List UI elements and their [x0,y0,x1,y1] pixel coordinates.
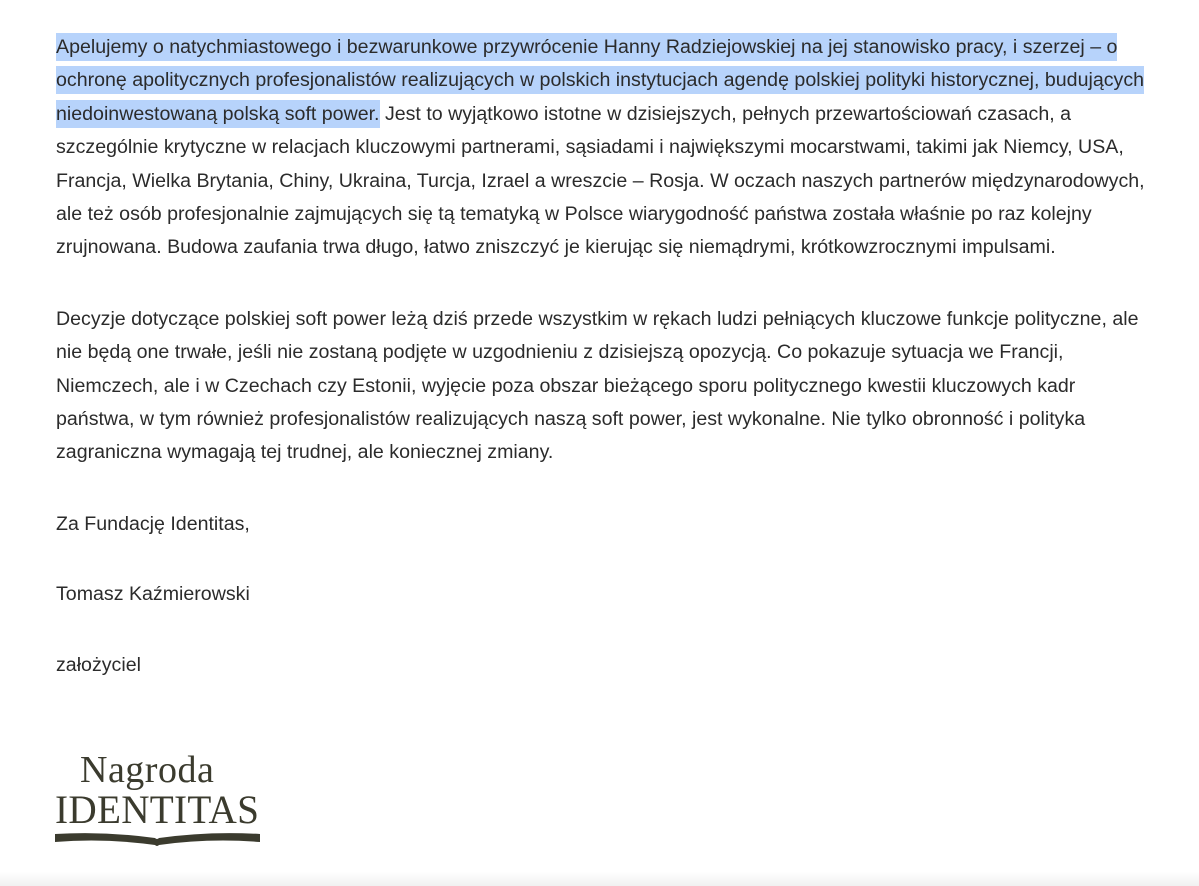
paragraph-soft-power[interactable]: Decyzje dotyczące polskiej soft power leżą dziś przede wszystkim w rękach ludzi pełniących kluczowe funkcje polityczne, ale nie będą one trwałe, jeśli nie zostaną podjęte w uzgodnieniu z dzisiejszą opozycją. Co pokazuje sytuacja we Francji, Niemczech, ale i w Czechach czy Estonii, wyjęcie poza obszar bieżącego sporu politycznego kwestii kluczowych kadr państwa, w tym również profesjonalistów realizujących naszą soft power, jest wykonalne. Nie tylko obronność i polityka zagraniczna wymagają tej trudnej, ale koniecznej zmiany. [56,307,1139,464]
signature-role: założyciel [56,653,141,676]
logo-line-nagroda: Nagroda [80,749,215,791]
identitas-logo [55,748,260,848]
paragraph-appeal[interactable] [56,31,1156,265]
paragraph-appeal-rest: Jest to wyjątkowo istotne w dzisiejszych, pełnych przewartościowań czasach, a szczególnie krytyczne w relacjach kluczowymi partnerami, sąsiadami i największymi mocarstwami, takimi jak Niemcy, USA, Francja, Wielka Brytania, Chiny, Ukraina, Turcja, Izrael a wreszcie – Rosja. W oczach naszych partnerów międzynarodowych, ale też osób profesjonalnie zajmujących się tą tematyką w Polsce wiarygodność państwa została właśnie po raz kolejny zrujnowana. Budowa zaufania trwa długo, łatwo zniszczyć je kierując się niemądrymi, krótkowzrocznymi impulsami. [56,102,1145,259]
book-icon [55,832,260,848]
signature-foundation: Za Fundację Identitas, [56,512,250,535]
bottom-edge [0,872,1199,886]
signature-name: Tomasz Kaźmierowski [56,583,250,606]
logo-line-identitas: IDENTITAS [55,787,260,832]
selected-text[interactable]: Apelujemy o natychmiastowego i bezwarunkowe przywrócenie Hanny Radziejowskiej na jej stanowisko pracy, i szerzej – o ochronę apolitycznych profesjonalistów realizujących w polskich instytucjach agendę polskiej polityki historycznej, budujących niedoinwestowaną polską soft power. [56,33,1144,128]
document-body [56,31,1156,719]
